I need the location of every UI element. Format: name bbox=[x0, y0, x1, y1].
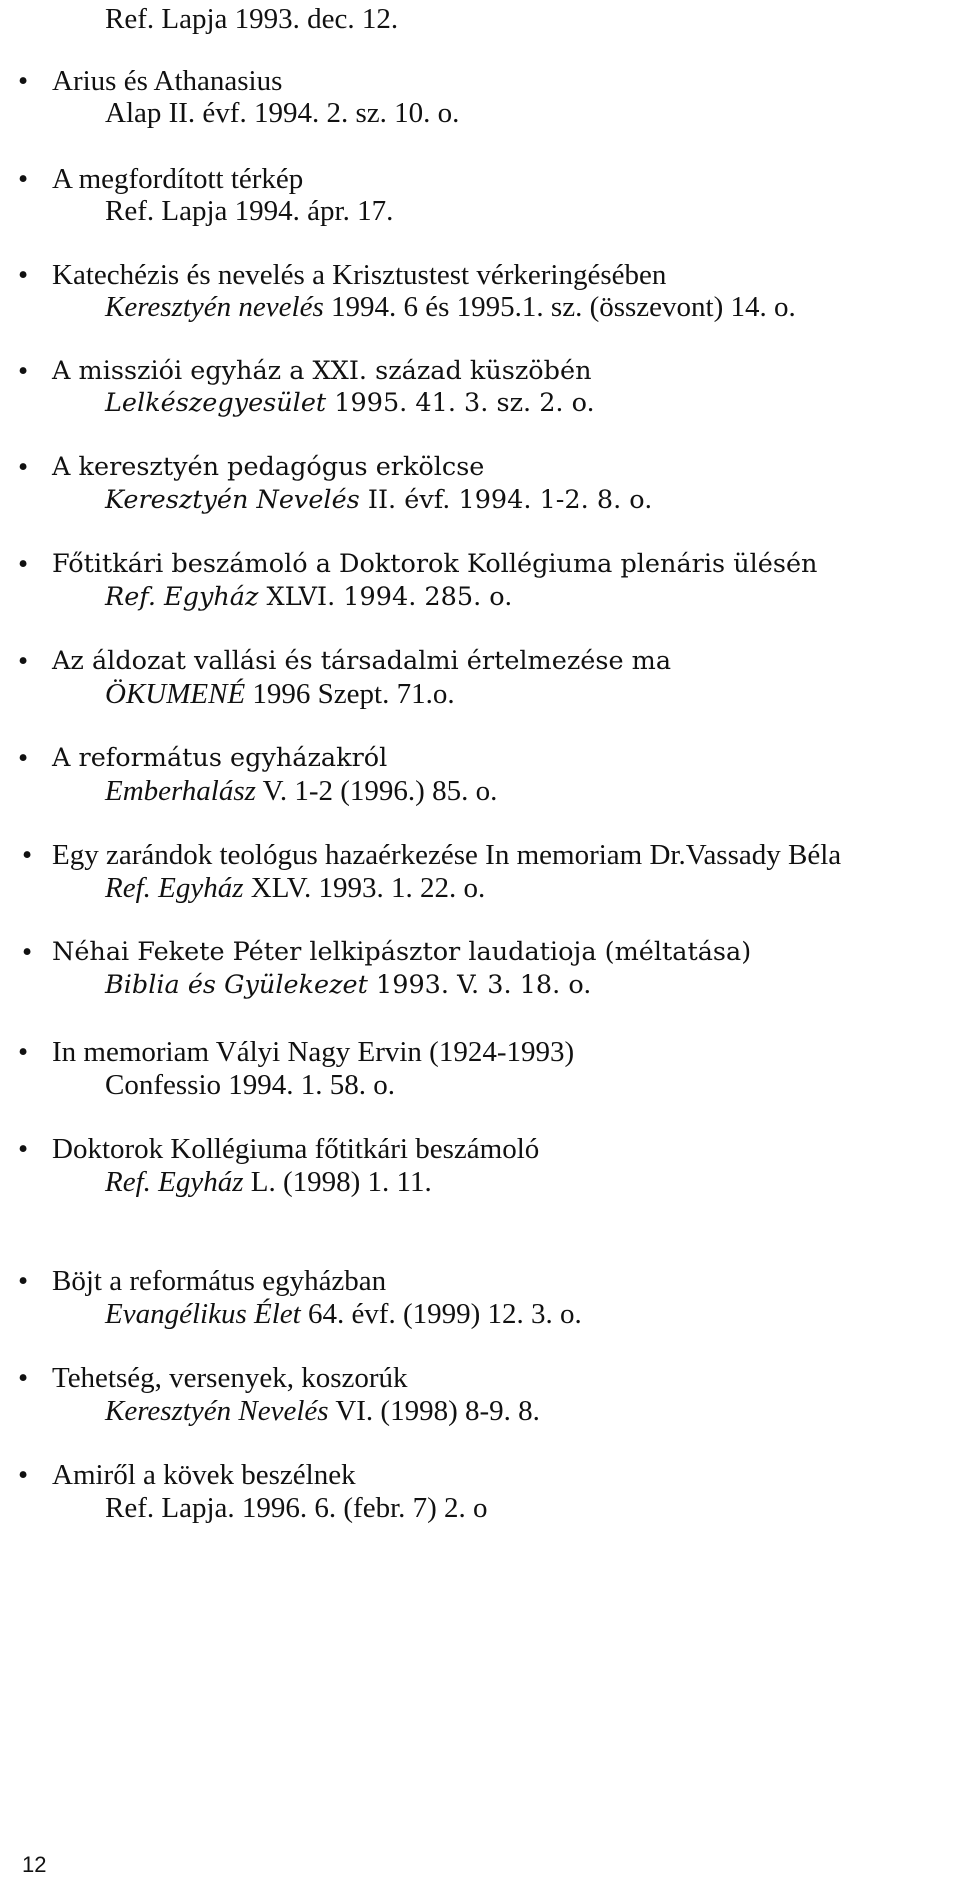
entry-source: Biblia és Gyülekezet 1993. V. 3. 18. o. bbox=[105, 970, 592, 1000]
bullet-icon: • bbox=[18, 645, 29, 677]
entry-title: Tehetség, versenyek, koszorúk bbox=[52, 1362, 408, 1394]
bullet-icon: • bbox=[18, 259, 29, 291]
entry-title: In memoriam Vályi Nagy Ervin (1924-1993) bbox=[52, 1036, 575, 1068]
bullet-icon: • bbox=[18, 548, 29, 580]
bullet-icon: • bbox=[18, 742, 29, 774]
entry-source: Keresztyén nevelés 1994. 6 és 1995.1. sz. (összevont) 14. o. bbox=[105, 291, 796, 323]
page-number: 12 bbox=[22, 1852, 47, 1877]
entry-title: Az áldozat vallási és társadalmi értelmezése ma bbox=[52, 646, 672, 676]
bullet-icon: • bbox=[18, 1265, 29, 1297]
bullet-icon: • bbox=[18, 1362, 29, 1394]
entry-source: Keresztyén Nevelés II. évf. 1994. 1-2. 8. o. bbox=[105, 485, 653, 515]
entry-source: Evangélikus Élet 64. évf. (1999) 12. 3. o. bbox=[105, 1298, 582, 1330]
bullet-icon: • bbox=[18, 1459, 29, 1491]
entry-source: Ref. Egyház L. (1998) 1. 11. bbox=[105, 1166, 432, 1198]
entry-title: Főtitkári beszámoló a Doktorok Kollégiuma plenáris ülésén bbox=[52, 549, 818, 579]
entry-source: Ref. Egyház XLVI. 1994. 285. o. bbox=[105, 582, 513, 612]
entry-source: Ref. Egyház XLV. 1993. 1. 22. o. bbox=[105, 872, 486, 904]
bullet-icon: • bbox=[18, 451, 29, 483]
entry-title: A keresztyén pedagógus erkölcse bbox=[52, 452, 485, 482]
bullet-icon: • bbox=[18, 65, 29, 97]
entry-source: Keresztyén Nevelés VI. (1998) 8-9. 8. bbox=[105, 1395, 540, 1427]
bullet-icon: • bbox=[22, 936, 33, 968]
entry-source: Ref. Lapja. 1996. 6. (febr. 7) 2. o bbox=[105, 1492, 488, 1524]
entry-source: Ref. Lapja 1994. ápr. 17. bbox=[105, 195, 394, 227]
entry-source: Lelkészegyesület 1995. 41. 3. sz. 2. o. bbox=[105, 388, 595, 418]
entry-title: A református egyházakról bbox=[52, 743, 388, 773]
entry-source: Confessio 1994. 1. 58. o. bbox=[105, 1069, 395, 1101]
entry-title: Egy zarándok teológus hazaérkezése In memoriam Dr.Vassady Béla bbox=[52, 839, 842, 871]
entry-source: ÖKUMENÉ 1996 Szept. 71.o. bbox=[105, 678, 455, 710]
bullet-icon: • bbox=[18, 355, 29, 387]
entry-title: A missziói egyház a XXI. század küszöbén bbox=[52, 356, 592, 386]
entry-source: Alap II. évf. 1994. 2. sz. 10. o. bbox=[105, 97, 460, 129]
bullet-icon: • bbox=[18, 1133, 29, 1165]
bullet-icon: • bbox=[18, 163, 29, 195]
entry-title: Doktorok Kollégiuma főtitkári beszámoló bbox=[52, 1133, 540, 1165]
entry-source: Emberhalász V. 1-2 (1996.) 85. o. bbox=[105, 775, 498, 807]
bullet-icon: • bbox=[22, 839, 33, 871]
entry-title: Amiről a kövek beszélnek bbox=[52, 1459, 356, 1491]
continued-source-line: Ref. Lapja 1993. dec. 12. bbox=[105, 3, 399, 35]
entry-title: A megfordított térkép bbox=[52, 163, 304, 195]
entry-title: Böjt a református egyházban bbox=[52, 1265, 387, 1297]
entry-title: Katechézis és nevelés a Krisztustest vérkeringésében bbox=[52, 259, 667, 291]
bullet-icon: • bbox=[18, 1036, 29, 1068]
entry-title: Arius és Athanasius bbox=[52, 65, 283, 97]
entry-title: Néhai Fekete Péter lelkipásztor laudatioja (méltatása) bbox=[52, 937, 752, 967]
